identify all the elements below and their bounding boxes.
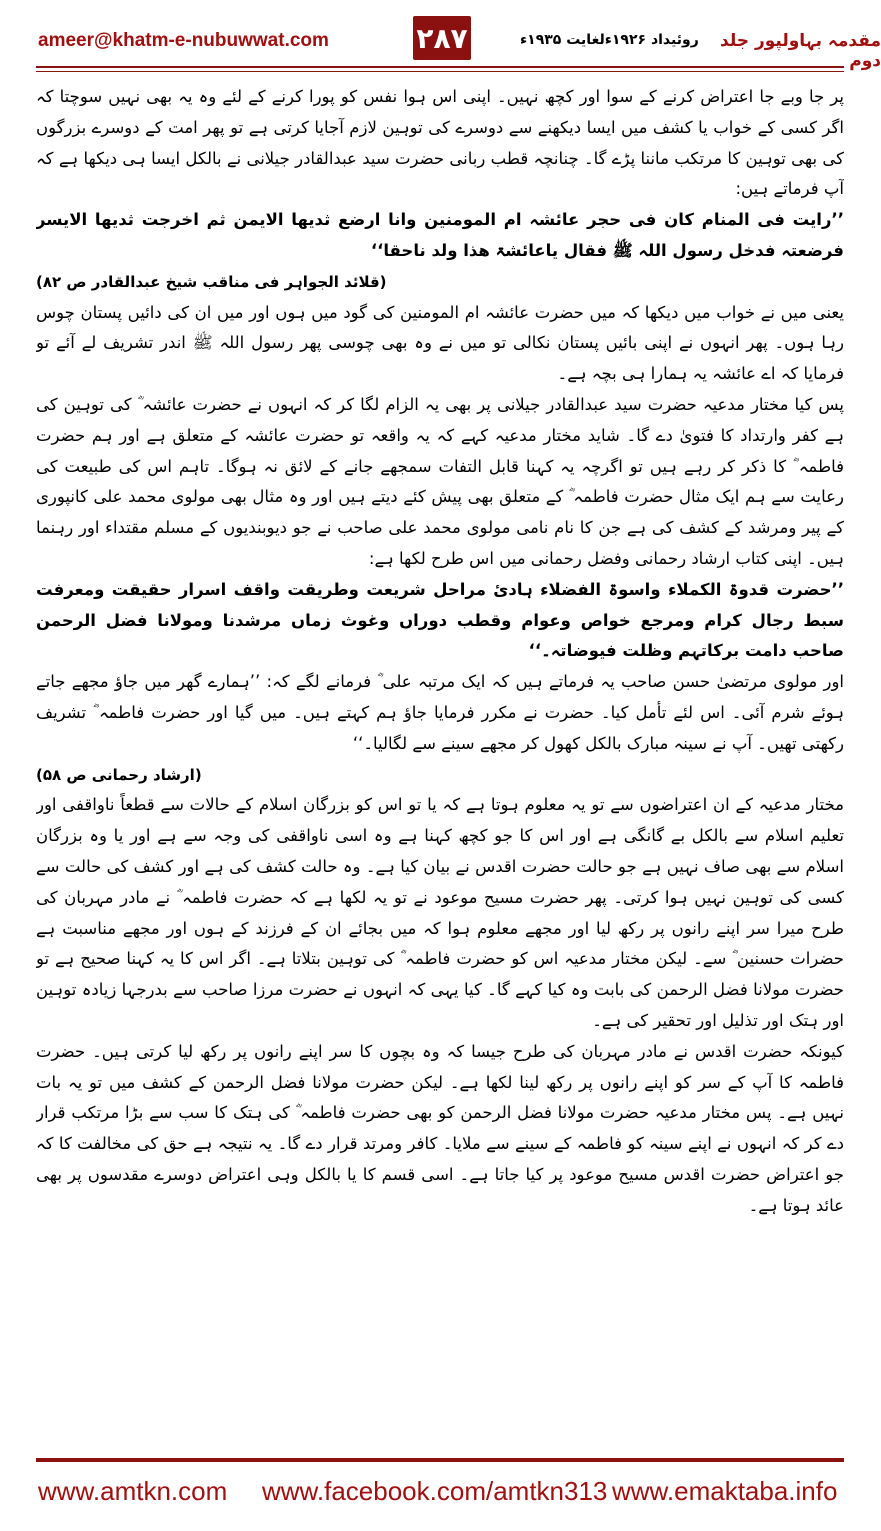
paragraph-3: پس کیا مختار مدعیہ حضرت سید عبدالقادر جیلانی پر بھی یہ الزام لگا کر کہ انہوں نے حضرت عائشہ ؓ کی توہین کی ہے کفر وارتداد کا فتویٰ دے گا۔ شاید مختار مدعیہ کہے کہ یہ واقعہ تو حضرت عائشہ کے متعلق ہے اور ہم حضرت فاطمہ ؓ کا ذکر کر رہے ہیں تو اگرچہ یہ کہنا قابل التفات سمجھے جانے کے لائق نہ ہوگا۔ تاہم اس کی طبیعت کی رعایت سے ہم ایک مثال حضرت فاطمہ ؓ کے متعلق بھی پیش کئے دیتے ہیں اور وہ مثال بھی مولوی محمد علی کانپوری کے پیر ومرشد کے کشف کی ہے جن کا نام نامی مولوی محمد علی صاحب نے جو دیوبندیوں کے مسلم مقتداء اور رہنما ہیں۔ اپنی کتاب ارشاد رحمانی وفضل رحمانی میں اس طرح لکھا ہے: — [36, 394, 844, 568]
page-number: ٢٨٧ — [413, 16, 471, 60]
footer-link-emaktaba[interactable]: www.emaktaba.info — [612, 1476, 838, 1506]
paragraph-5: مختار مدعیہ کے ان اعتراضوں سے تو یہ معلوم ہوتا ہے کہ یا تو اس کو بزرگان اسلام کے حالات سے قطعاً ناواقفی اور تعلیم اسلام سے بالکل بے گانگی ہے اور اس کا جو کچھ کہنا ہے وہ اسی ناواقفی کی وجہ سے ہے اور یا وہ بزرگان اسلام سے بھی صاف نہیں ہے جو حالت حضرت اقدس نے بیان کیا ہے۔ وہ حالت کشف کی ہے اور کشف کی حالت سے کسی کی توہین نہیں ہوا کرتی۔ پھر حضرت مسیح موعود نے تو یہ لکھا ہے کہ حضرت فاطمہ ؓ نے مادر مہربان کی طرح میرا سر اپنے رانوں پر رکھ لیا اور مجھے معلوم ہوا کہ میں بجائے ان کے فرزند کے ہوں اور مجھے مناسبت ہے حضرات حسنین ؓ سے۔ لیکن مختار مدعیہ اس کو حضرت فاطمہ ؓ کی توہین بتلاتا ہے۔ اگر اس کا یہ کہنا صحیح ہے تو حضرت مولانا فضل الرحمن کی بابت وہ کیا کہے گا۔ کیا یہی کہ انہوں نے حضرت مرزا صاحب سے بدرجہا زیادہ توہین اور ہتک اور تذلیل اور تحقیر کی ہے۔ — [36, 795, 844, 1030]
page-body — [36, 82, 844, 1452]
paragraph-4: اور مولوی مرتضیٰ حسن صاحب یہ فرماتے ہیں کہ ایک مرتبہ علی ؓ فرمانے لگے کہ: ’’ہمارے گھر میں جاؤ مجھے جاتے ہوئے شرم آئی۔ اس لئے تأمل کیا۔ حضرت نے مکرر فرمایا جاؤ ہم کہتے ہیں۔ میں گیا اور حضرت فاطمہ ؓ تشریف رکھتی تھیں۔ آپ نے سینہ مبارک بالکل کھول کر مجھے سینے سے لگالیا۔‘‘ — [36, 672, 844, 753]
header-divider — [36, 66, 844, 68]
quote-2: ’’حضرت قدوۃ الکملاء واسوۃ الفضلاء ہادیٔ مراحل شریعت وطریقت واقف اسرار حقیقت ومعرفت سبط رجال کرام ومرجع خواص وعوام وقطب دوراں وغوث زماں مرشدنا ومولانا فضل الرحمن صاحب دامت برکاتہم وظلت فیوضاتہ۔‘‘ — [36, 579, 844, 661]
paragraph-6: کیونکہ حضرت اقدس نے مادر مہربان کی طرح جیسا کہ وہ بچوں کا سر اپنے رانوں پر رکھ لیا کرتی ہیں۔ حضرت فاطمہ کا آپ کے سر کو اپنے رانوں پر رکھ لینا لکھا ہے۔ لیکن حضرت مولانا فضل الرحمن کے کشف میں تو یہ بات نہیں ہے۔ پس مختار مدعیہ حضرت مولانا فضل الرحمن کو بھی حضرت فاطمہ ؓ کی ہتک کا سب سے بڑا مرتکب قرار دے کر کہ انہوں نے اپنے سینہ کو فاطمہ کے سینے سے ملایا۔ کافر ومرتد قرار دے گا۔ یہ نتیجہ ہے حق کی مخالفت کا کہ جو اعتراض حضرت اقدس مسیح موعود پر کیا جاتا ہے۔ اسی قسم کا یا بالکل وہی اعتراض دوسرے مقدسوں پر بھی عائد ہوتا ہے۔ — [36, 1041, 844, 1215]
footer-link-amtkn[interactable]: www.amtkn.com — [38, 1476, 228, 1506]
paragraph-2: یعنی میں نے خواب میں دیکھا کہ میں حضرت عائشہ ام المومنین کی گود میں ہوں اور میں ان کی دائیں پستان چوس رہا ہوں۔ پھر انہوں نے اپنی بائیں پستان نکالی تو میں نے وہ بھی چوسی پھر رسول اللہ ﷺ اندر تشریف لے آئے تو فرمایا کہ اے عائشہ یہ ہمارا ہی بچہ ہے۔ — [36, 302, 844, 384]
header-subtitle: روئیداد ۱۹۲۶ءلغایت ۱۹۳۵ء — [520, 32, 699, 48]
book-title: مقدمہ بہاولپور جلد دوم — [720, 31, 881, 71]
header-divider-thin — [36, 71, 844, 72]
page-footer — [0, 1458, 881, 1531]
reference-1: (قلائد الجواہر فی مناقب شیخ عبدالقادر ص ۸۲) — [36, 272, 387, 291]
header-email[interactable]: ameer@khatm-e-nubuwwat.com — [38, 30, 329, 51]
footer-link-facebook[interactable]: www.facebook.com/amtkn313 — [262, 1476, 608, 1506]
page-header — [0, 0, 881, 80]
reference-2: (ارشاد رحمانی ص ۵۸) — [36, 765, 202, 784]
arabic-quote-1: ’’رایت فی المنام کان فی حجر عائشہ ام المومنین وانا ارضع ثدیھا الایمن ثم اخرجت ثدیھا الایسر فرضعتہ فدخل رسول اللہ ﷺ فقال یاعائشۃ ھذا ولد ناحقا‘‘ — [36, 210, 844, 260]
footer-divider — [36, 1458, 844, 1462]
paragraph-1: پر جا وبے جا اعتراض کرنے کے سوا اور کچھ نہیں۔ اپنی اس ہوا نفس کو پورا کرنے کے لئے وہ یہ بھی نہیں سوچتا کہ اگر کسی کے خواب یا کشف میں ایسا دیکھنے سے دوسرے کی توہین لازم آجایا کرتی ہے تو پھر امت کے دوسرے بزرگوں کی بھی توہین کا مرتکب ماننا پڑے گا۔ چنانچہ قطب ربانی حضرت سید عبدالقادر جیلانی نے بالکل ایسا ہی دیکھا ہے کہ آپ فرماتے ہیں: — [36, 87, 844, 199]
